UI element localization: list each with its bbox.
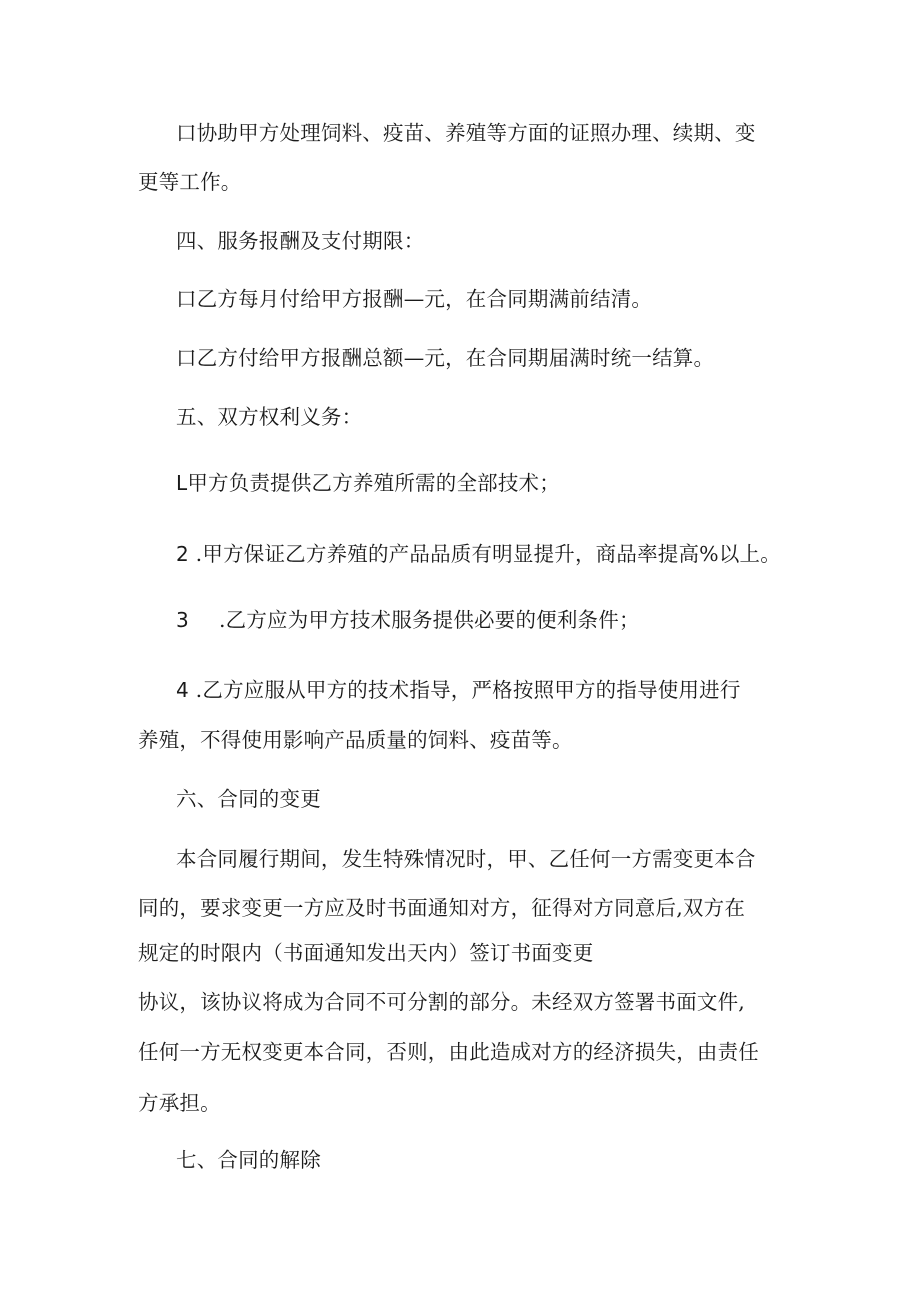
- list-number: 4: [176, 678, 189, 702]
- paragraph-line: 同的，要求变更一方应及时书面通知对方，征得对方同意后,双方在: [138, 896, 746, 920]
- paragraph-line: 口乙方付给甲方报酬总额—元，在合同期届满时统一结算。: [176, 346, 715, 370]
- list-number: 3: [176, 608, 189, 632]
- paragraph-line: 协议，该协议将成为合同不可分割的部分。未经双方签署书面文件,: [138, 990, 746, 1014]
- section-heading: 七、合同的解除: [176, 1148, 321, 1172]
- paragraph-line: 养殖，不得使用影响产品质量的饲料、疫苗等。: [138, 728, 573, 752]
- paragraph-line: 口协助甲方处理饲料、疫苗、养殖等方面的证照办理、续期、变: [176, 121, 756, 145]
- section-heading: 四、服务报酬及支付期限：: [176, 229, 425, 253]
- section-heading: 六、合同的变更: [176, 787, 321, 811]
- paragraph-line: 口乙方每月付给甲方报酬—元，在合同期满前结清。: [176, 287, 653, 311]
- paragraph-line: 本合同履行期间，发生特殊情况时，甲、乙任何一方需变更本合: [176, 847, 756, 871]
- list-item: 2 .甲方保证乙方养殖的产品品质有明显提升，商品率提高%以上。: [176, 542, 781, 566]
- paragraph-line: 任何一方无权变更本合同，否则，由此造成对方的经济损失，由责任: [138, 1040, 759, 1064]
- paragraph-line: 更等工作。: [138, 170, 242, 194]
- list-item: 3 .乙方应为甲方技术服务提供必要的便利条件；: [176, 608, 640, 632]
- list-item: L甲方负责提供乙方养殖所需的全部技术；: [176, 471, 560, 495]
- section-heading: 五、双方权利义务：: [176, 405, 363, 429]
- paragraph-line: 方承担。: [138, 1091, 221, 1115]
- paragraph-line: 规定的时限内（书面通知发出天内）签订书面变更: [138, 941, 594, 965]
- list-number: 2: [176, 542, 189, 566]
- list-item: 4 .乙方应服从甲方的技术指导，严格按照甲方的指导使用进行: [176, 678, 741, 702]
- list-number: L: [176, 471, 188, 495]
